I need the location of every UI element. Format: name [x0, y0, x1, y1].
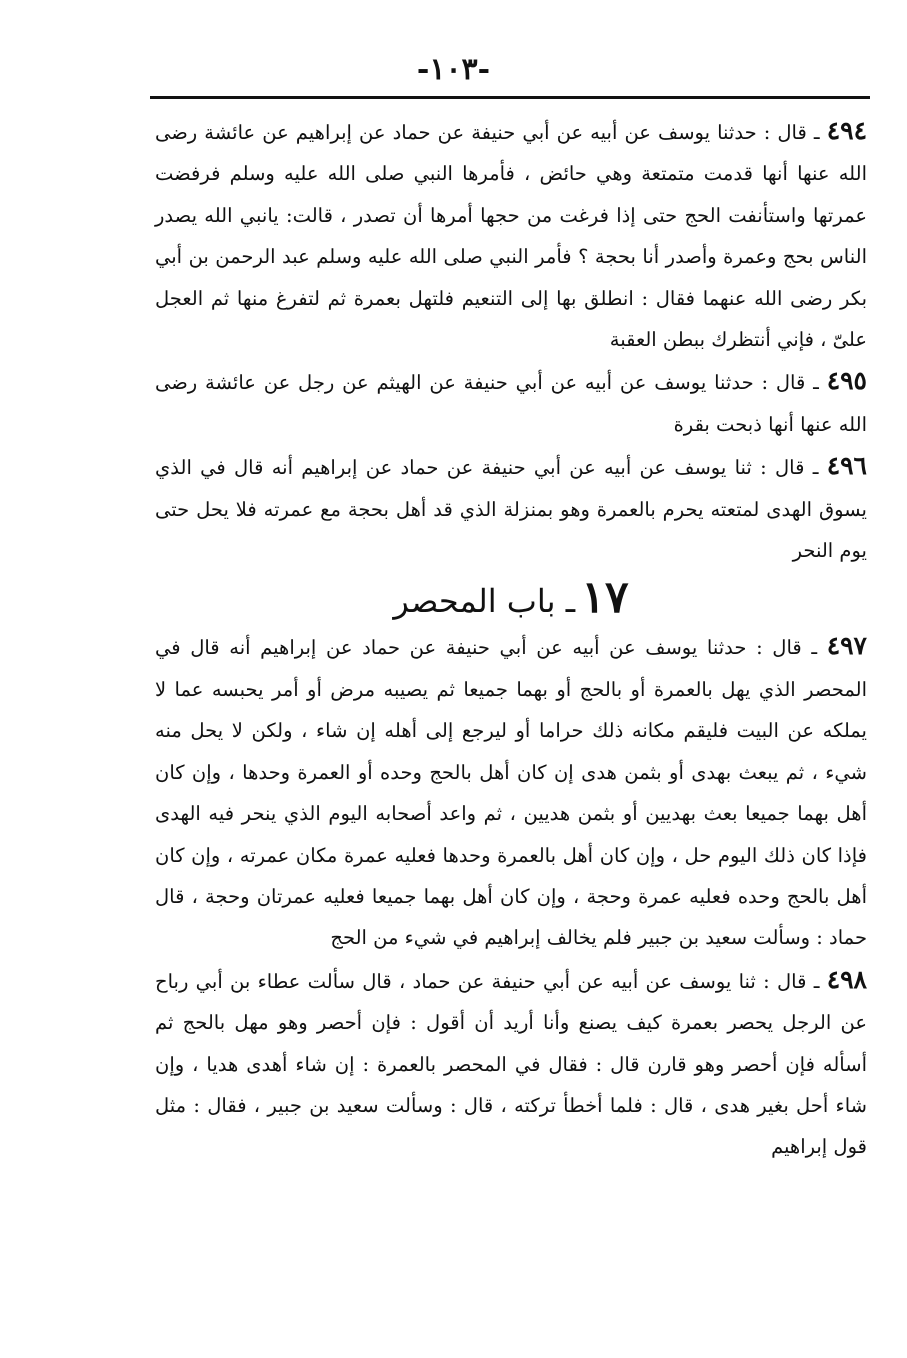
hadith-number: ٤٩٦: [826, 451, 867, 481]
hadith-text: ـ قال : حدثنا يوسف عن أبيه عن أبي حنيفة عن حماد عن إبراهيم أنه قال في المحصر الذي يهل بالعمرة أو بالحج أو بهما جميعا ثم يصيبه مرض أو أمر يحبسه عما لا يملكه عن البيت فليقم مكانه ذلك حراما أو ليرجع إلى أهله إن شاء ، ولكن لا يحل منه شيء ، ثم يبعث بهدى أو بثمن هدى إن كان أهل بالحج وحده أو العمرة وحدها ، وإن كان أهل بهما جميعا بعث بهديين أو بثمن هديين ، ثم واعد أصحابه اليوم الذي ينحر فيه الهدى فإذا كان ذلك اليوم حل ، وإن كان أهل بالعمرة وحدها فعليه عمرة مكان عمرته ، وإن كان أهل بالحج وحده فعليه عمرة وحجة ، وإن كان أهل بهما جميعا فعليه عمرتان وحجة ، قال حماد : وسألت سعيد بن جبير فلم يخالف إبراهيم في شيء من الحج: [155, 636, 867, 950]
hadith-number: ٤٩٧: [826, 631, 867, 661]
page-body: [155, 110, 867, 1168]
hadith-text: ـ قال : ثنا يوسف عن أبيه عن أبي حنيفة عن حماد ، قال سألت عطاء بن أبي رباح عن الرجل يحصر بعمرة كيف يصنع وأنا أريد أن أقول : فإن أحصر وهو مهل بالحج ثم أسأله فإن أحصر وهو قارن قال : فقال في المحصر بالعمرة : إن شاء أهدى هديا ، وإن شاء أحل بغير هدى ، قال : فلما أخطأ تركته ، قال : وسألت سعيد بن جبير ، فقال : مثل قول إبراهيم: [155, 969, 867, 1159]
chapter-number: ١٧: [581, 572, 629, 624]
hadith-text: ـ قال : حدثنا يوسف عن أبيه عن أبي حنيفة عن الهيثم عن رجل عن عائشة رضى الله عنها أنها ذبحت بقرة: [155, 371, 867, 436]
page-number: -١٠٣-: [416, 52, 491, 87]
hadith-number: ٤٩٤: [826, 116, 868, 145]
hadith-text: ـ قال : ثنا يوسف عن أبيه عن أبي حنيفة عن حماد عن إبراهيم أنه قال في الذي يسوق الهدى لمتعته يحرم بالعمرة وهو بمنزلة الذي قد أهل بحجة مع عمرته فلا يحل حتى يوم النحر: [155, 456, 867, 563]
hadith-495: [155, 360, 867, 445]
hadith-number: ٤٩٥: [826, 366, 867, 396]
hadith-496: [155, 445, 867, 571]
hadith-497: [155, 625, 867, 958]
hadith-number: ٤٩٨: [826, 964, 867, 994]
chapter-heading: [155, 573, 867, 625]
hadith-498: [155, 959, 867, 1168]
hadith-text: ـ قال : حدثنا يوسف عن أبيه عن أبي حنيفة عن حماد عن إبراهيم عن عائشة رضى الله عنها أنها قدمت متمتعة وهي حائض ، فأمرها النبي صلى الله عليه وسلم فرفضت عمرتها واستأنفت الحج حتى إذا فرغت من حجها أمرها أن تصدر ، قالت: يانبي الله يصدر الناس بحج وعمرة وأصدر أنا بحجة ؟ فأمر النبي صلى الله عليه وسلم عبد الرحمن بن أبي بكر رضى الله عنهما فقال : انطلق بها إلى التنعيم فلتهل بعمرة ثم لتفرغ منها ثم العجل علىّ ، فإني أنتظرك ببطن العقبة: [155, 121, 867, 352]
hadith-494: [155, 110, 867, 360]
header-rule: [150, 96, 870, 99]
chapter-title: ـ باب المحصر: [393, 582, 576, 621]
